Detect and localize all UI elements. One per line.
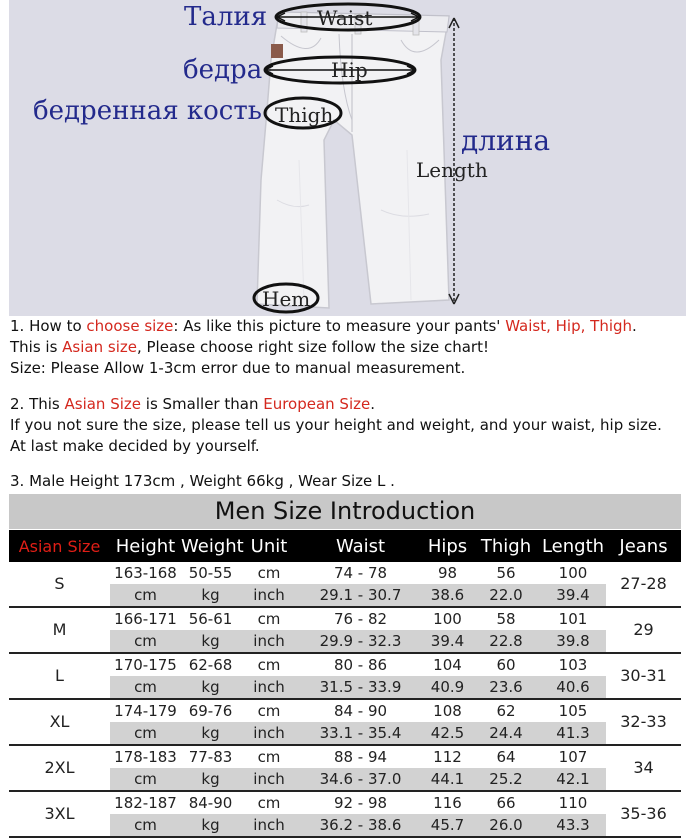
table-row-imperial bbox=[110, 814, 606, 836]
cell-waist: 80 - 86 bbox=[333, 656, 388, 674]
header-waist: Waist bbox=[335, 535, 386, 557]
cell-hips: 40.9 bbox=[430, 678, 465, 696]
header-weight: Weight bbox=[181, 535, 244, 557]
table-row-imperial bbox=[110, 676, 606, 698]
cell-height: cm bbox=[134, 770, 157, 788]
table-row-group bbox=[9, 608, 681, 654]
cell-weight: kg bbox=[201, 586, 220, 604]
table-row-metric bbox=[110, 700, 606, 722]
cell-thigh: 56 bbox=[496, 564, 516, 582]
note-6: At last make decided by yourself. bbox=[10, 437, 260, 455]
label-length: Length bbox=[416, 158, 488, 182]
size-cell: 3XL bbox=[44, 804, 75, 823]
cell-unit: inch bbox=[253, 632, 285, 650]
table-row-imperial bbox=[110, 722, 606, 744]
asian-size-highlight: Asian size bbox=[62, 338, 137, 356]
cell-unit: inch bbox=[253, 724, 285, 742]
note-3: Size: Please Allow 1-3cm error due to manual measurement. bbox=[10, 359, 466, 377]
header-hips: Hips bbox=[427, 535, 468, 557]
cell-unit: cm bbox=[257, 656, 281, 674]
cell-weight: 84-90 bbox=[188, 794, 233, 812]
note-1: 1. How to choose size: As like this picture to measure your pants' Waist, Hip, Thigh. bbox=[10, 317, 637, 335]
cell-height: cm bbox=[134, 632, 157, 650]
cell-height: 163-168 bbox=[114, 564, 177, 582]
cell-weight: kg bbox=[201, 816, 220, 834]
cell-length: 105 bbox=[558, 702, 588, 720]
header-length: Length bbox=[541, 535, 605, 557]
jeans-cell: 32-33 bbox=[620, 712, 667, 731]
cell-hips: 116 bbox=[433, 794, 462, 812]
cell-height: cm bbox=[134, 678, 157, 696]
cell-weight: kg bbox=[201, 678, 220, 696]
label-thigh: Thigh bbox=[275, 103, 334, 127]
note-2: This is Asian size, Please choose right size follow the size chart! bbox=[10, 338, 489, 356]
cell-thigh: 66 bbox=[496, 794, 516, 812]
cell-hips: 98 bbox=[437, 564, 458, 582]
pants-measurement-figure bbox=[9, 0, 686, 316]
asian-size-highlight-2: Asian Size bbox=[64, 395, 142, 413]
cell-length: 41.3 bbox=[556, 724, 590, 742]
cell-hips: 108 bbox=[433, 702, 462, 720]
cell-waist: 84 - 90 bbox=[333, 702, 388, 720]
table-row-group bbox=[9, 654, 681, 700]
cell-thigh: 23.6 bbox=[489, 678, 523, 696]
cell-waist: 34.6 - 37.0 bbox=[319, 770, 402, 788]
table-row-group bbox=[9, 792, 681, 838]
cell-thigh: 24.4 bbox=[489, 724, 523, 742]
cell-unit: inch bbox=[253, 770, 285, 788]
cell-weight: kg bbox=[201, 724, 220, 742]
cell-weight: 56-61 bbox=[188, 610, 233, 628]
cell-waist: 76 - 82 bbox=[333, 610, 388, 628]
cell-hips: 38.6 bbox=[430, 586, 465, 604]
size-cell: 2XL bbox=[44, 758, 75, 777]
note-7: 3. Male Height 173cm , Weight 66kg , Wear Size L . bbox=[10, 472, 395, 490]
cell-unit: cm bbox=[257, 702, 281, 720]
cell-waist: 29.9 - 32.3 bbox=[319, 632, 402, 650]
cell-hips: 45.7 bbox=[430, 816, 465, 834]
cell-weight: 62-68 bbox=[188, 656, 233, 674]
cell-unit: cm bbox=[257, 564, 281, 582]
cell-hips: 39.4 bbox=[430, 632, 465, 650]
cell-hips: 42.5 bbox=[430, 724, 465, 742]
cell-thigh: 62 bbox=[496, 702, 516, 720]
label-ru-thigh: бедренная кость bbox=[33, 96, 262, 126]
cell-weight: 50-55 bbox=[188, 564, 233, 582]
jeans-cell: 29 bbox=[633, 620, 654, 639]
cell-weight: 77-83 bbox=[188, 748, 233, 766]
cell-length: 39.4 bbox=[556, 586, 590, 604]
cell-thigh: 60 bbox=[496, 656, 516, 674]
table-header-row bbox=[9, 530, 681, 562]
cell-unit: inch bbox=[253, 678, 285, 696]
size-cell: S bbox=[54, 574, 65, 593]
cell-length: 103 bbox=[558, 656, 588, 674]
table-row-imperial bbox=[110, 768, 606, 790]
cell-weight: 69-76 bbox=[188, 702, 233, 720]
table-row-group bbox=[9, 746, 681, 792]
table-title: Men Size Introduction bbox=[9, 494, 681, 529]
label-hem: Hem bbox=[262, 287, 311, 311]
header-unit: Unit bbox=[250, 535, 288, 557]
label-waist: Waist bbox=[317, 6, 373, 30]
cell-waist: 31.5 - 33.9 bbox=[319, 678, 402, 696]
cell-length: 107 bbox=[558, 748, 588, 766]
european-size-highlight: European Size bbox=[263, 395, 371, 413]
pants-illustration bbox=[9, 0, 686, 316]
cell-height: 174-179 bbox=[114, 702, 177, 720]
note-4: 2. This Asian Size is Smaller than European Size. bbox=[10, 395, 376, 413]
cell-thigh: 64 bbox=[496, 748, 516, 766]
cell-thigh: 58 bbox=[496, 610, 516, 628]
cell-hips: 44.1 bbox=[430, 770, 465, 788]
table-row-metric bbox=[110, 654, 606, 676]
cell-waist: 29.1 - 30.7 bbox=[319, 586, 402, 604]
cell-height: cm bbox=[134, 586, 157, 604]
cell-unit: inch bbox=[253, 586, 285, 604]
size-table bbox=[9, 494, 681, 838]
measure-parts-highlight: Waist, Hip, Thigh bbox=[505, 317, 633, 335]
jeans-cell: 27-28 bbox=[620, 574, 667, 593]
cell-hips: 100 bbox=[433, 610, 462, 628]
jeans-cell: 30-31 bbox=[620, 666, 667, 685]
label-ru-waist: Талия bbox=[184, 2, 268, 32]
table-row-metric bbox=[110, 792, 606, 814]
table-body bbox=[9, 562, 681, 838]
cell-length: 40.6 bbox=[556, 678, 590, 696]
cell-length: 39.8 bbox=[556, 632, 590, 650]
size-cell: XL bbox=[49, 712, 70, 731]
cell-waist: 33.1 - 35.4 bbox=[319, 724, 402, 742]
table-row-metric bbox=[110, 746, 606, 768]
cell-length: 43.3 bbox=[556, 816, 590, 834]
cell-waist: 92 - 98 bbox=[333, 794, 388, 812]
cell-unit: inch bbox=[253, 816, 285, 834]
cell-weight: kg bbox=[201, 770, 220, 788]
size-cell: L bbox=[55, 666, 64, 685]
header-asian-size: Asian Size bbox=[18, 536, 101, 556]
jeans-cell: 35-36 bbox=[620, 804, 667, 823]
cell-thigh: 22.0 bbox=[489, 586, 523, 604]
header-jeans: Jeans bbox=[619, 535, 668, 557]
cell-thigh: 22.8 bbox=[489, 632, 523, 650]
cell-length: 101 bbox=[558, 610, 588, 628]
size-notes bbox=[10, 316, 690, 492]
cell-waist: 74 - 78 bbox=[333, 564, 388, 582]
cell-thigh: 26.0 bbox=[489, 816, 523, 834]
cell-height: cm bbox=[134, 724, 157, 742]
cell-height: 170-175 bbox=[114, 656, 177, 674]
cell-hips: 112 bbox=[433, 748, 462, 766]
size-cell: M bbox=[52, 620, 67, 639]
brand-tag bbox=[271, 44, 283, 58]
table-row-imperial bbox=[110, 584, 606, 606]
table-row-group bbox=[9, 562, 681, 608]
label-hip: Hip bbox=[331, 58, 368, 82]
header-thigh: Thigh bbox=[480, 535, 532, 557]
cell-height: cm bbox=[134, 816, 157, 834]
cell-waist: 88 - 94 bbox=[333, 748, 388, 766]
cell-thigh: 25.2 bbox=[489, 770, 523, 788]
jeans-cell: 34 bbox=[633, 758, 654, 777]
cell-length: 42.1 bbox=[556, 770, 590, 788]
cell-height: 178-183 bbox=[114, 748, 177, 766]
table-row-metric bbox=[110, 608, 606, 630]
table-row-imperial bbox=[110, 630, 606, 652]
cell-unit: cm bbox=[257, 794, 281, 812]
label-ru-length: длина bbox=[461, 124, 551, 157]
cell-length: 100 bbox=[558, 564, 588, 582]
table-row-group bbox=[9, 700, 681, 746]
cell-height: 182-187 bbox=[114, 794, 177, 812]
table-row-metric bbox=[110, 562, 606, 584]
note-5: If you not sure the size, please tell us your height and weight, and your waist, hip size. bbox=[10, 416, 662, 434]
choose-size-highlight: choose size bbox=[86, 317, 174, 335]
cell-unit: cm bbox=[257, 610, 281, 628]
cell-weight: kg bbox=[201, 632, 220, 650]
cell-hips: 104 bbox=[433, 656, 462, 674]
label-ru-hip: бедра bbox=[183, 55, 263, 85]
cell-waist: 36.2 - 38.6 bbox=[319, 816, 402, 834]
cell-length: 110 bbox=[558, 794, 588, 812]
header-height: Height bbox=[115, 535, 176, 557]
cell-unit: cm bbox=[257, 748, 281, 766]
cell-height: 166-171 bbox=[114, 610, 177, 628]
